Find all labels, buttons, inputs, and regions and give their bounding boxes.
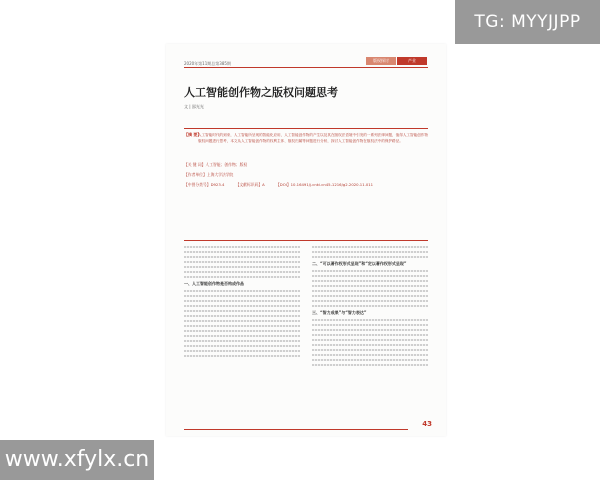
document-page — [166, 44, 446, 436]
doc-code: 【文献标识码】A — [235, 182, 265, 187]
section-heading-1: 一、人工智能创作物是否构成作品 — [184, 281, 244, 286]
page-number: 43 — [422, 420, 432, 428]
body-column-right — [312, 244, 428, 369]
running-head: 2020年第11期总第385期 — [184, 61, 231, 66]
body-column-left — [184, 244, 300, 360]
abstract-top-rule — [184, 128, 428, 129]
doi: 【DOI】10.16491/j.cnki.cn45-1216/g2.2020.11.011 — [276, 182, 374, 187]
article-title: 人工智能创作物之版权问题思考 — [184, 86, 338, 99]
keywords: 【关 键 词】人工智能；创作物；版权 — [184, 162, 248, 167]
section-heading-3: 三、“智力成果”与“智力表达” — [312, 310, 367, 315]
section-tag-1: 版权探讨 — [366, 57, 396, 65]
clc-number: 【中图分类号】D923.4 — [184, 182, 225, 187]
classification-meta — [184, 182, 428, 188]
watermark-url: www.xfylx.cn — [0, 440, 154, 480]
abstract-text: 人工智能时代的到来，人工智能所呈现的智能化应用，人工智能创作物的产生以及其在版权法语境中引发的一系列法律问题，值得人工智能创作物版权问题进行思考，本文从人工智能创作物的权利主体、版权归属等问题进行分析，探讨人工智能创作物在版权法中的保护路径。 — [198, 133, 428, 143]
watermark-tg: TG: MYYJJPP — [455, 0, 600, 44]
section-heading-2: 二、“可以著作权形式呈现”和“定以著作权形式呈现” — [312, 261, 407, 266]
header-rule — [184, 67, 428, 68]
abstract-label: 【摘 要】 — [184, 132, 202, 137]
section-tag-2: 产业 — [397, 57, 427, 65]
article-author: 文 | 邵光光 — [184, 104, 204, 109]
abstract-bottom-rule — [184, 240, 428, 241]
author-affiliation: 【作者单位】上海大学法学院 — [184, 172, 234, 177]
footer-rule — [184, 429, 408, 430]
